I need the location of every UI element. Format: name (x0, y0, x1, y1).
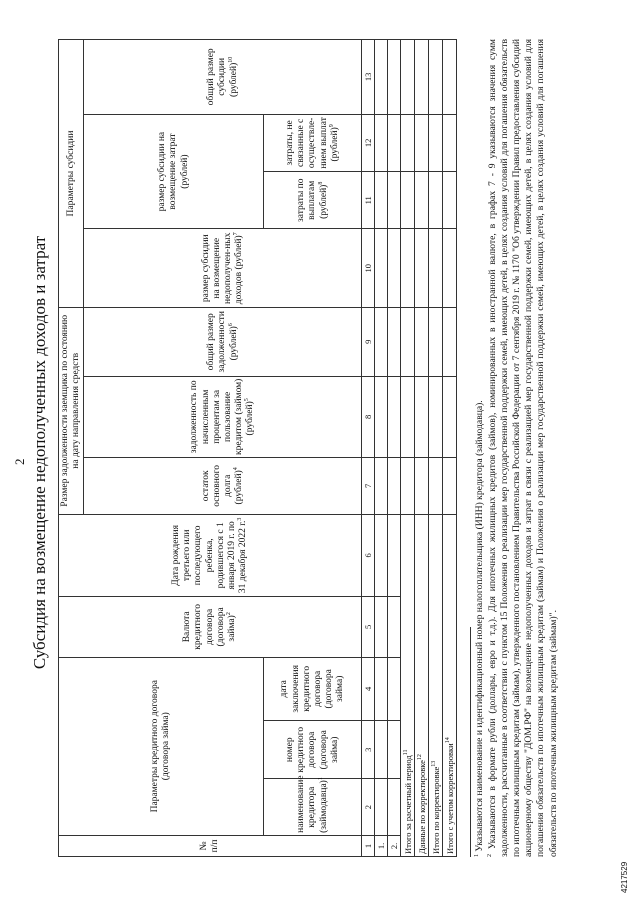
totals-label: Итого с учетом корректировки$^{14}$ (443, 514, 457, 856)
page-title: Субсидия на возмещение недополученных доходов и затрат (30, 235, 49, 670)
header-currency: Валюта кредитного договора (договора займа)$^2$ (59, 597, 362, 657)
totals-label: Итого по корректировке$^{13}$ (429, 514, 443, 856)
header-child-birthdate: Дата рождения третьего или последующего ребенка, родившегося с 1 января 2019 г. по 31 декабря 2022 г.$^3$ (59, 514, 362, 597)
column-number: 4 (362, 657, 375, 720)
column-number: 2 (362, 779, 375, 835)
header-income-subsidy: размер субсидии на возмещение недополучен-ных доходов (рублей)$^7$ (84, 229, 362, 308)
footnotes (474, 39, 561, 857)
header-contract-date: дата заключения кредитного договора (договора займа) (264, 657, 362, 720)
column-number: 9 (362, 308, 375, 377)
header-creditor: наименование кредитора (займодавца)$^1$ (264, 779, 362, 835)
header-total-debt: общий размер задолженности (рублей)$^6$ (84, 308, 362, 377)
totals-label: Данные по корректировке$^{12}$ (415, 514, 429, 856)
header-number: № п/п (59, 835, 362, 856)
table-row (388, 40, 401, 857)
column-number: 11 (362, 172, 375, 229)
header-debt-size: Размер задолженности заемщика по состоянию на дату направления средств (59, 308, 84, 515)
header-subsidy-params: Параметры субсидии (59, 40, 84, 308)
subsidy-table (58, 39, 457, 857)
column-number: 12 (362, 114, 375, 171)
totals-row (429, 40, 443, 857)
page-number: 2 (12, 458, 27, 465)
header-loan-params: Параметры кредитного договора (договора займа) (59, 657, 264, 835)
table-row (375, 40, 388, 857)
row-number: 2. (388, 835, 401, 856)
column-number: 6 (362, 514, 375, 597)
header-cost-subsidy: размер субсидии на возмещение затрат (рублей) (84, 114, 264, 229)
column-number: 8 (362, 376, 375, 458)
totals-label: Итого за расчетный период$^{11}$ (401, 514, 415, 856)
column-number: 1 (362, 835, 375, 856)
column-number: 7 (362, 458, 375, 514)
column-number: 10 (362, 229, 375, 308)
row-number: 1. (375, 835, 388, 856)
header-contract-number: номер кредитного договора (договора займа) (264, 721, 362, 779)
footnote-divider (470, 627, 471, 857)
column-number: 13 (362, 40, 375, 115)
header-payment-costs: затраты по выплатам (рублей)$^8$ (264, 172, 362, 229)
totals-row (443, 40, 457, 857)
header-principal: остаток основного долга (рублей)$^4$ (84, 458, 362, 514)
header-total-subsidy: общий размер субсидии (рублей)$^{10}$ (84, 40, 362, 115)
header-other-costs: затраты, не связанные с осуществле-нием выплат (рублей)$^9$ (264, 114, 362, 171)
totals-row (415, 40, 429, 857)
column-number: 3 (362, 721, 375, 779)
header-interest: задолженность по начисленным процентам за пользование кредитом (займом) (рублей)$^5$ (84, 376, 362, 458)
column-number-row (362, 40, 375, 857)
totals-row (401, 40, 415, 857)
document-code: 4217529 (620, 861, 629, 893)
footnote: $^1$ Указываются наименование и идентификационный номер налогоплательщика (ИНН) кредитора (займодавца). (473, 400, 485, 857)
footnote: $^2$ Указываются в формате рубли (доллары, евро и т.д.). Для ипотечных жилищных кредитов (займов), номинированных в иностранной валюте, в графах 7 - 9 указываются значения сумм задолженности, рассчитанные в соответствии с пунктом 15 Положения о реализации мер государственной поддержки семей, имеющих детей, в целях создания условий для погашения обязательств по ипотечным жилищным кредитам (займам), утвержденного постановлением Правительства Российской Федерации от 7 сентября 2019 г. № 1170 "Об утверждении Правил предоставления субсидий акционерному обществу "ДОМ.РФ" на возмещение недополученных доходов и затрат в связи с реализацией мер государственной поддержки семей, имеющих детей, в целях создания условий для погашения обязательств по ипотечным жилищным кредитам (займам) и Положения о реализации мер государственной поддержки семей, имеющих детей, в целях создания условий для погашения обязательств по ипотечным жилищным кредитам (займам)". (486, 39, 559, 857)
column-number: 5 (362, 597, 375, 657)
